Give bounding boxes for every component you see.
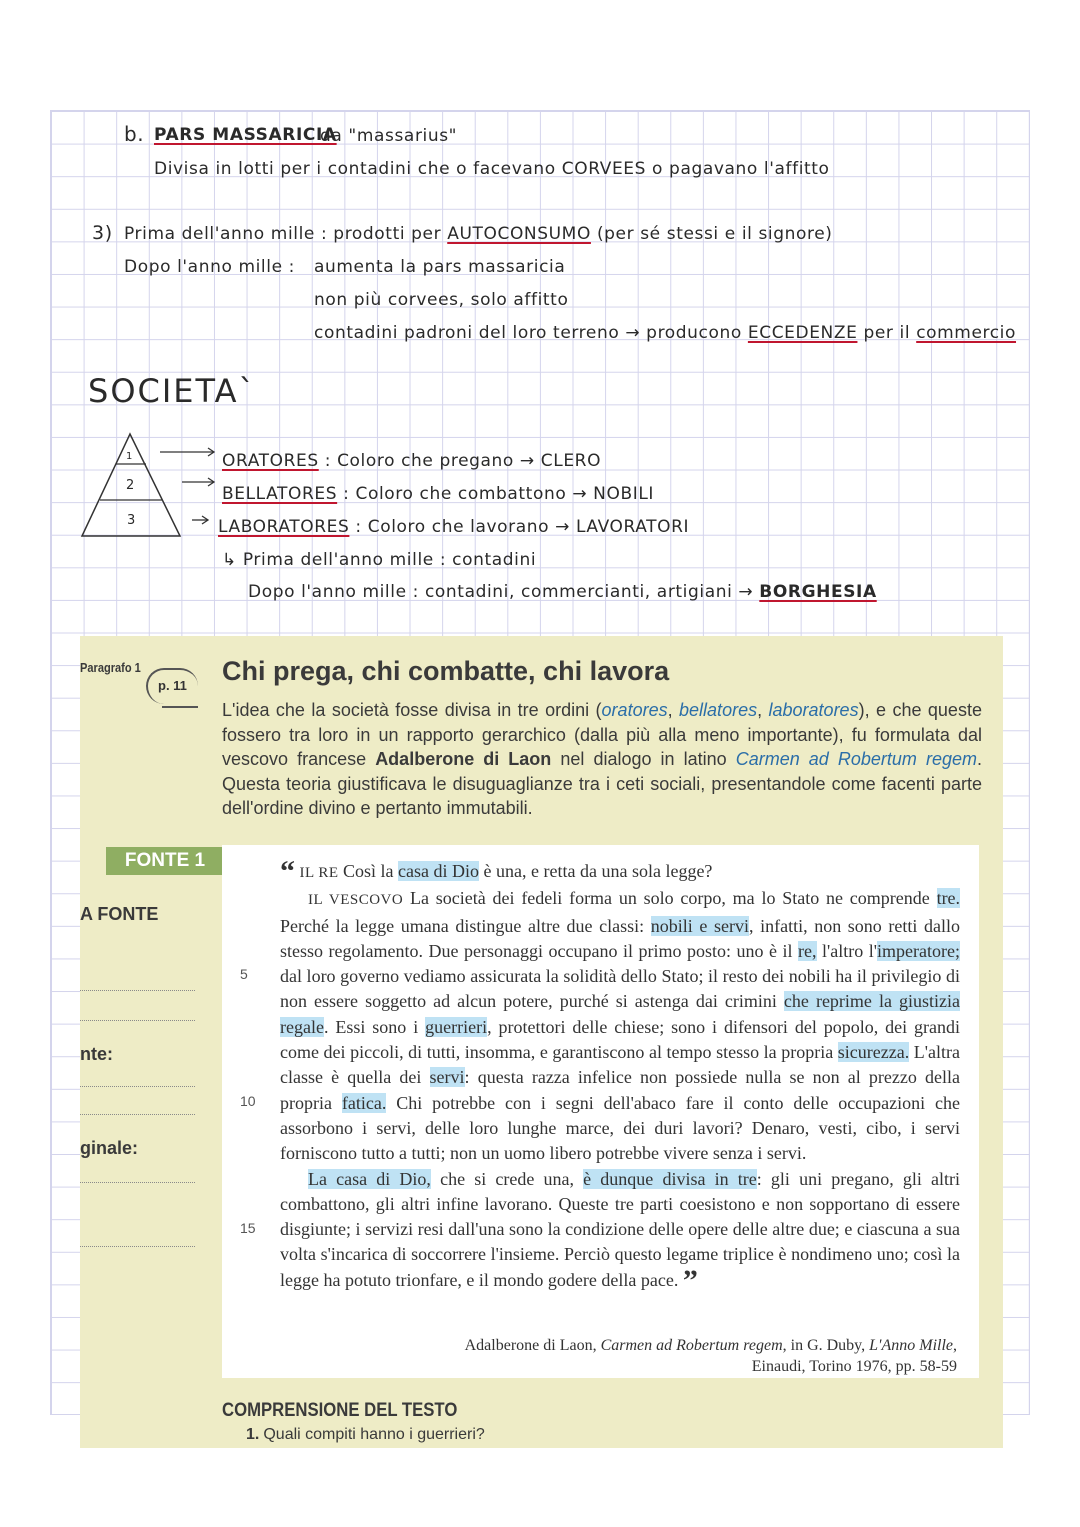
side-label-ginale: ginale: <box>80 1138 139 1158</box>
oratores-row: ORATORES : Coloro che pregano → CLERO <box>222 451 602 471</box>
societa-heading: SOCIETA` <box>88 372 257 410</box>
item-b-label: b. <box>124 122 145 146</box>
line-number: 15 <box>240 1220 256 1236</box>
dopo-mille-label: Dopo l'anno mille : <box>124 257 295 277</box>
dopo-contadini-line: Dopo l'anno mille : contadini, commercianti, artigiani → BORGHESIA <box>248 582 877 602</box>
pars-massaricia-heading: PARS MASSARICIA <box>154 125 337 145</box>
line-number: 5 <box>240 966 248 982</box>
non-piu-line: non più corvees, solo affitto <box>314 290 569 310</box>
source-citation: Adalberone di Laon, Carmen ad Robertum regem, in G. Duby, L'Anno Mille, Einaudi, Torino 1976, pp. 58-59 <box>464 1337 957 1375</box>
pyramid-level-2: 2 <box>126 478 135 493</box>
paragrafo-tag: Paragrafo 1 <box>80 660 141 675</box>
line-number: 10 <box>240 1093 256 1109</box>
side-dotline <box>80 1020 195 1021</box>
source-quote-text: “ IL RE Così la casa di Dio è una, e retta da una sola legge? IL VESCOVO La società dei fedeli forma un solo corpo, ma lo Stato ne comprende tre. Perché la legge umana distingue altre due classi: nobili e servi, infatti, non sono retti dallo stesso regolamento. Due personaggi occupano il primo posto: uno è il re, l'altro l'imperatore; dal loro governo vediamo assicurata la solidità dello Stato; il resto dei nobili ha il privilegio di non essere soggetto ad alcun potere, purché si astenga dai crimini che reprime la giustizia regale. Essi sono i guerrieri, protettori delle chiese; sono i difensori del popolo, dei grandi come dei piccoli, di tutti, insomma, e garantiscono al tempo stesso la propria sicurezza. L'altra classe è quella dei servi: questa razza infelice non possiede nulla se non al prezzo della propria fatica. Chi potrebbe con i segni dell'abaco fare il conto delle occupazioni che assorbono i servi, delle loro lunghe marce, dei duri lavori? Denaro, vesti, cibo, i servi forniscono tutto a tutti; non un uomo libero potrebbe vivere senza i servi. La casa di Dio, che si crede una, è dunque divisa in tre: gli uni pregano, gli altri combattono, gli altri infine lavorano. Queste tre parti coesistono e non sopportano di essere disgiunte; i servizi resi dall'una sono la condizione delle opere delle altre due; e ciascuna a sua volta s'incarica di soccorrere l'insieme. Perciò questo legame triplice è nondimeno uno; così la legge ha potuto trionfare, e il mondo godere della pace. ” <box>280 855 961 1297</box>
comprensione-heading: COMPRENSIONE DEL TESTO <box>222 1400 458 1421</box>
side-label-nte: nte: <box>80 1044 113 1064</box>
pyramid-level-3: 3 <box>127 513 136 528</box>
side-dotline <box>80 1246 195 1247</box>
textbook-page <box>80 636 1003 1448</box>
close-quote-icon: ” <box>682 1263 698 1297</box>
section-title: Chi prega, chi combatte, chi lavora <box>222 656 670 686</box>
laboratores-row: LABORATORES : Coloro che lavorano → LAVORATORI <box>218 517 690 537</box>
side-label-fonte: A FONTE <box>80 904 159 924</box>
side-dotline <box>80 1114 195 1115</box>
prima-mille-line: Prima dell'anno mille : prodotti per AUTOCONSUMO (per sé stessi e il signore) <box>124 224 833 244</box>
pyramid-level-1: 1 <box>126 451 133 462</box>
prima-contadini-line: ↳ Prima dell'anno mille : contadini <box>222 550 537 570</box>
item-3-label: 3) <box>92 222 113 244</box>
bellatores-row: BELLATORES : Coloro che combattono → NOBILI <box>222 484 655 504</box>
side-dotline <box>80 1182 195 1183</box>
page-reference: p. 11 <box>146 668 198 704</box>
aumenta-line: aumenta la pars massaricia <box>314 257 566 277</box>
intro-paragraph: L'idea che la società fosse divisa in tre ordini (oratores, bellatores, laboratores), e che queste fossero tra loro in un rapporto gerarchico (dalla più alla meno importante), fu formulata dal vescovo francese Adalberone di Laon nel dialogo in latino Carmen ad Robertum regem. Questa teoria giustificava le disuguaglianze tra i ceti sociali, presentandole come facenti parte dell'ordine divino e pertanto immutabili. <box>222 700 982 818</box>
fonte-badge: FONTE 1 <box>106 847 224 875</box>
open-quote-icon: “ <box>280 855 295 888</box>
massarius-note: da "massarius" <box>320 126 458 146</box>
side-dotline <box>80 990 195 991</box>
source-quote-box <box>222 845 979 1378</box>
divisa-line: Divisa in lotti per i contadini che o facevano CORVEES o pagavano l'affitto <box>154 159 830 179</box>
contadini-padroni-line: contadini padroni del loro terreno → producono ECCEDENZE per il commercio <box>314 323 1017 343</box>
question-1: 1. Quali compiti hanno i guerrieri? <box>246 1426 485 1443</box>
side-dotline <box>80 1086 195 1087</box>
